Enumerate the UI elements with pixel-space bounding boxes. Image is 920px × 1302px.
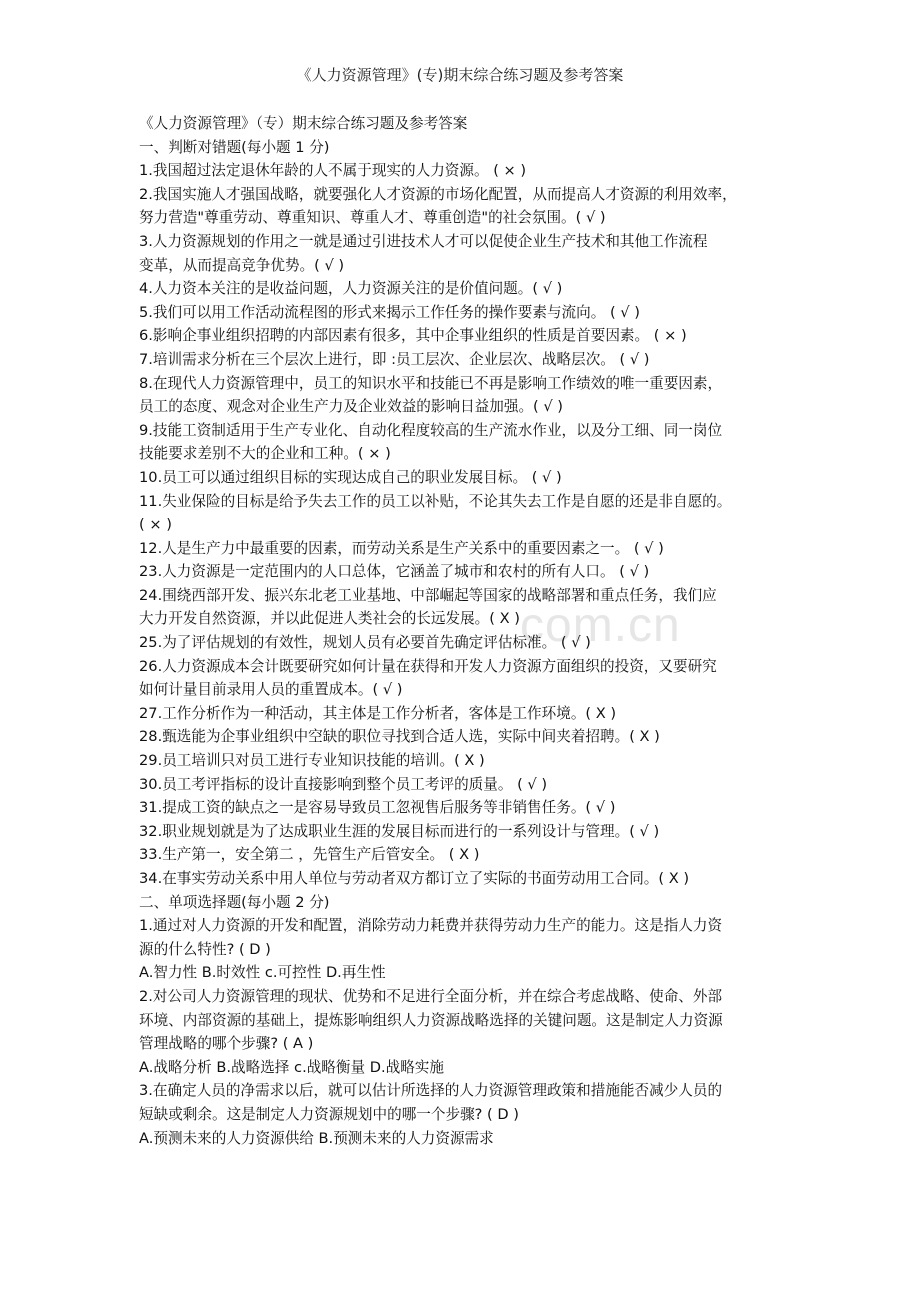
- text-line: 9.技能工资制适用于生产专业化、自动化程度较高的生产流水作业，以及分工细、同一岗位: [139, 421, 723, 439]
- text-line: 6.影响企事业组织招聘的内部因素有很多，其中企事业组织的性质是首要因素。 ( × ): [139, 327, 687, 345]
- text-line: 短缺或剩余。这是制定人力资源规划中的哪一个步骤? ( D ): [139, 1105, 519, 1123]
- text-line: 24.围绕西部开发、振兴东北老工业基地、中部崛起等国家的战略部署和重点任务，我们应: [139, 586, 717, 604]
- text-line: 8.在现代人力资源管理中，员工的知识水平和技能已不再是影响工作绩效的唯一重要因素，: [139, 374, 723, 392]
- text-line: 变革，从而提高竞争优势。( √ ): [139, 256, 345, 274]
- text-line: 2.对公司人力资源管理的现状、优势和不足进行全面分析，并在综合考虑战略、使命、外部: [139, 987, 723, 1005]
- text-line: 2.我国实施人才强国战略，就要强化人才资源的市场化配置，从而提高人才资源的利用效率，: [139, 185, 737, 203]
- text-line: 4.人力资本关注的是收益问题，人力资源关注的是价值问题。( √ ): [139, 280, 563, 298]
- text-line: A.预测未来的人力资源供给 B.预测未来的人力资源需求: [139, 1129, 494, 1147]
- text-line: 二、单项选择题(每小题 2 分): [139, 893, 330, 911]
- text-line: 1.通过对人力资源的开发和配置，消除劳动力耗费并获得劳动力生产的能力。这是指人力资: [139, 917, 723, 935]
- text-line: 管理战略的哪个步骤? ( A ): [139, 1035, 314, 1053]
- text-line: 34.在事实劳动关系中用人单位与劳动者双方都订立了实际的书面劳动用工合同。( X ): [139, 870, 690, 887]
- text-line: 努力营造"尊重劳动、尊重知识、尊重人才、尊重创造"的社会氛围。( √ ): [139, 209, 606, 227]
- text-line: 11.失业保险的目标是给予失去工作的员工以补贴，不论其失去工作是自愿的还是非自愿的。: [139, 492, 732, 510]
- watermark: com.cn: [520, 599, 681, 652]
- text-line: 3.人力资源规划的作用之一就是通过引进技术人才可以促使企业生产技术和其他工作流程: [139, 232, 708, 250]
- text-line: 25.为了评估规划的有效性，规划人员有必要首先确定评估标准。 ( √ ): [139, 634, 591, 652]
- text-line: 28.甄选能为企事业组织中空缺的职位寻找到合适人选，实际中间夹着招聘。( X ): [139, 728, 660, 746]
- text-line: 7.培训需求分析在三个层次上进行，即 :员工层次、企业层次、战略层次。 ( √ ): [139, 350, 650, 368]
- text-line: 员工的态度、观念对企业生产力及企业效益的影响日益加强。( √ ): [139, 398, 563, 416]
- page-header-title: 《人力资源管理》(专)期末综合练习题及参考答案: [296, 66, 624, 84]
- text-line: 一、判断对错题(每小题 1 分): [139, 138, 330, 156]
- text-line: 33.生产第一，安全第二 ，先管生产后管安全。 ( X ): [139, 846, 480, 864]
- text-line: 大力开发自然资源，并以此促进人类社会的长远发展。( X ): [139, 610, 520, 628]
- text-line: 32.职业规划就是为了达成职业生涯的发展目标而进行的一系列设计与管理。( √ ): [139, 822, 660, 840]
- text-line: 29.员工培训只对员工进行专业知识技能的培训。( X ): [139, 752, 485, 770]
- text-line: 1.我国超过法定退休年龄的人不属于现实的人力资源。 ( × ): [139, 162, 527, 180]
- text-line: 《人力资源管理》（专）期末综合练习题及参考答案: [139, 115, 468, 132]
- text-line: 30.员工考评指标的设计直接影响到整个员工考评的质量。 ( √ ): [139, 775, 548, 793]
- text-line: 12.人是生产力中最重要的因素，而劳动关系是生产关系中的重要因素之一。 ( √ ): [139, 539, 664, 557]
- document-body: [139, 112, 789, 1150]
- text-line: 源的什么特性? ( D ): [139, 940, 271, 958]
- text-line: 26.人力资源成本会计既要研究如何计量在获得和开发人力资源方面组织的投资，又要研究: [139, 657, 717, 675]
- text-line: 5.我们可以用工作活动流程图的形式来揭示工作任务的操作要素与流向。 ( √ ): [139, 303, 640, 321]
- text-line: 31.提成工资的缺点之一是容易导致员工忽视售后服务等非销售任务。( √ ): [139, 799, 616, 817]
- text-line: 10.员工可以通过组织目标的实现达成自己的职业发展目标。 ( √ ): [139, 468, 562, 486]
- text-line: A.智力性 B.时效性 c.可控性 D.再生性: [139, 964, 386, 982]
- text-line: 技能要求差别不大的企业和工种。( × ): [139, 445, 391, 463]
- text-line: 环境、内部资源的基础上，提炼影响组织人力资源战略选择的关键问题。这是制定人力资源: [139, 1011, 723, 1029]
- text-line: A.战略分析 B.战略选择 c.战略衡量 D.战略实施: [139, 1058, 444, 1076]
- text-line: ( × ): [139, 516, 172, 534]
- text-line: 27.工作分析作为一种活动，其主体是工作分析者，客体是工作环境。( X ): [139, 704, 617, 722]
- text-line: 23.人力资源是一定范围内的人口总体，它涵盖了城市和农村的所有人口。 ( √ ): [139, 563, 650, 581]
- text-line: 如何计量目前录用人员的重置成本。( √ ): [139, 681, 403, 699]
- text-line: 3.在确定人员的净需求以后，就可以估计所选择的人力资源管理政策和措施能否减少人员的: [139, 1082, 723, 1100]
